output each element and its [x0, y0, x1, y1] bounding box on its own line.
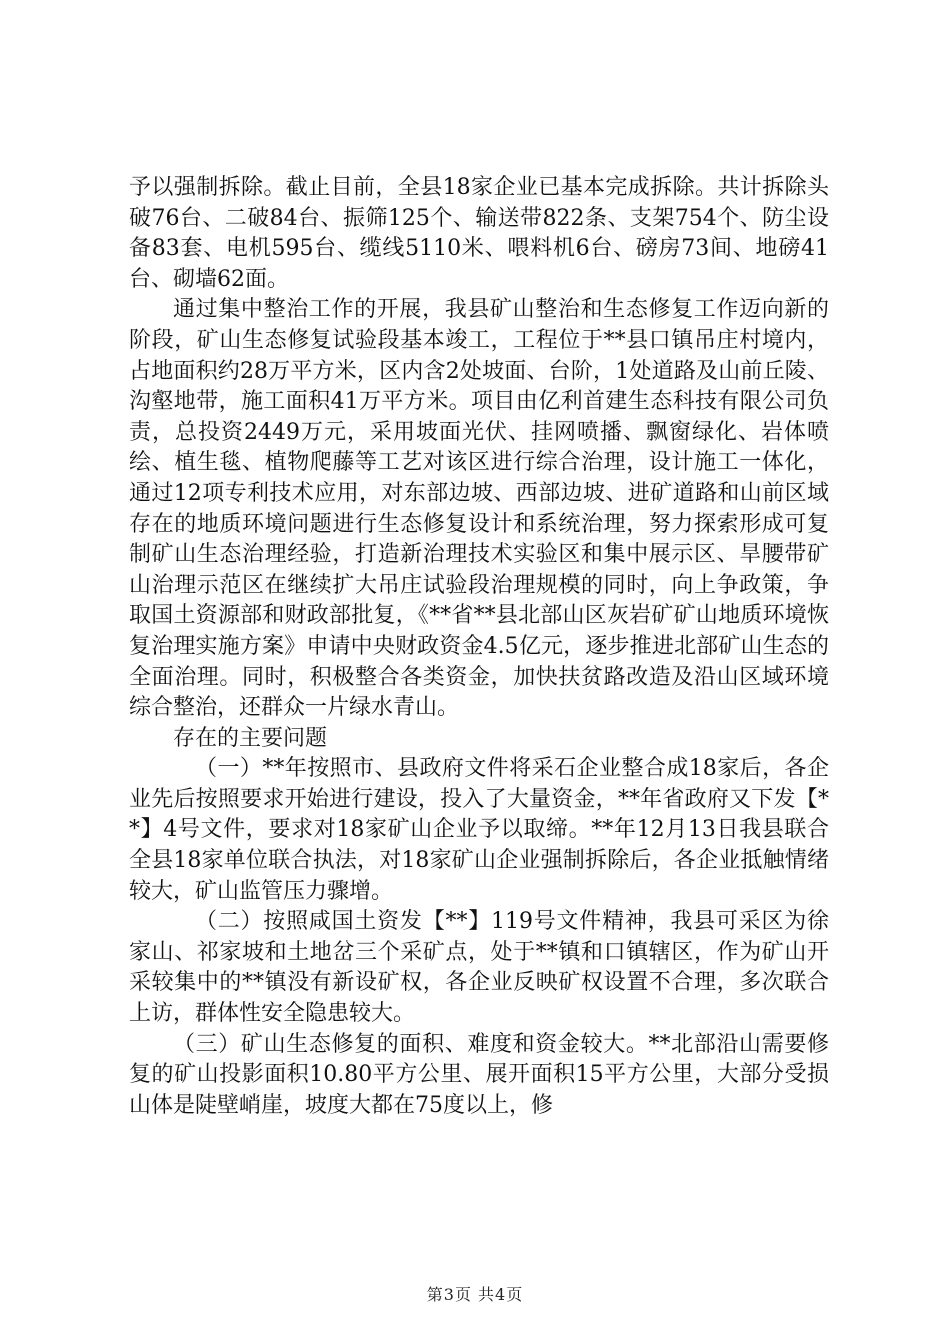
paragraph-ecological-restoration: 通过集中整治工作的开展，我县矿山整治和生态修复工作迈向新的阶段，矿山生态修复试验段基本竣工，工程位于**县口镇吊庄村境内，占地面积约28万平方米，区内含2处坡面、台阶，1处道路及山前丘陵、沟壑地带，施工面积41万平方米。项目由亿利首建生态科技有限公司负责，总投资2449万元，采用坡面光伏、挂网喷播、飘窗绿化、岩体喷绘、植生毯、植物爬藤等工艺对该区进行综合治理，设计施工一体化，通过12项专利技术应用，对东部边坡、西部边坡、进矿道路和山前区域存在的地质环境问题进行生态修复设计和系统治理，努力探索形成可复制矿山生态治理经验，打造新治理技术实验区和集中展示区、旱腰带矿山治理示范区在继续扩大吊庄试验段治理规模的同时，向上争政策，争取国土资源部和财政部批复，《**省**县北部山区灰岩矿矿山地质环境恢复治理实施方案》申请中央财政资金4.5亿元，逐步推进北部矿山生态的全面治理。同时，积极整合各类资金，加快扶贫路改造及沿山区域环境综合整治，还群众一片绿水青山。	[129, 297, 829, 721]
paragraph-problem-two: （二）按照咸国土资发【**】119号文件精神，我县可采区为徐家山、祁家坡和土地岔三个采矿点，处于**镇和口镇辖区，作为矿山开采较集中的**镇没有新设矿权，各企业反映矿权设置不合理，多次联合上访，群体性安全隐患较大。	[129, 909, 829, 1027]
paragraph-problem-one: （一）**年按照市、县政府文件将采石企业整合成18家后，各企业先后按照要求开始进行建设，投入了大量资金，**年省政府又下发【**】4号文件，要求对18家矿山企业予以取缔。**年12月13日我县联合全县18家单位联合执法，对18家矿山企业强制拆除后，各企业抵触情绪较大，矿山监管压力骤增。	[129, 756, 829, 904]
section-heading-main-problems: 存在的主要问题	[173, 725, 328, 751]
paragraph-problem-three: （三）矿山生态修复的面积、难度和资金较大。**北部沿山需要修复的矿山投影面积10.80平方公里、展开面积15平方公里，大部分受损山体是陡壁峭崖，坡度大都在75度以上，修	[129, 1031, 829, 1118]
paragraph-demolition-summary: 予以强制拆除。截止目前，全县18家企业已基本完成拆除。共计拆除头破76台、二破84台、振筛125个、输送带822条、支架754个、防尘设备83套、电机595台、缆线5110米、喂料机6台、磅房73间、地磅41台、砌墙62面。	[129, 175, 829, 292]
page-number-footer: 第3页 共4页	[426, 1285, 524, 1304]
document-body	[129, 173, 829, 1121]
